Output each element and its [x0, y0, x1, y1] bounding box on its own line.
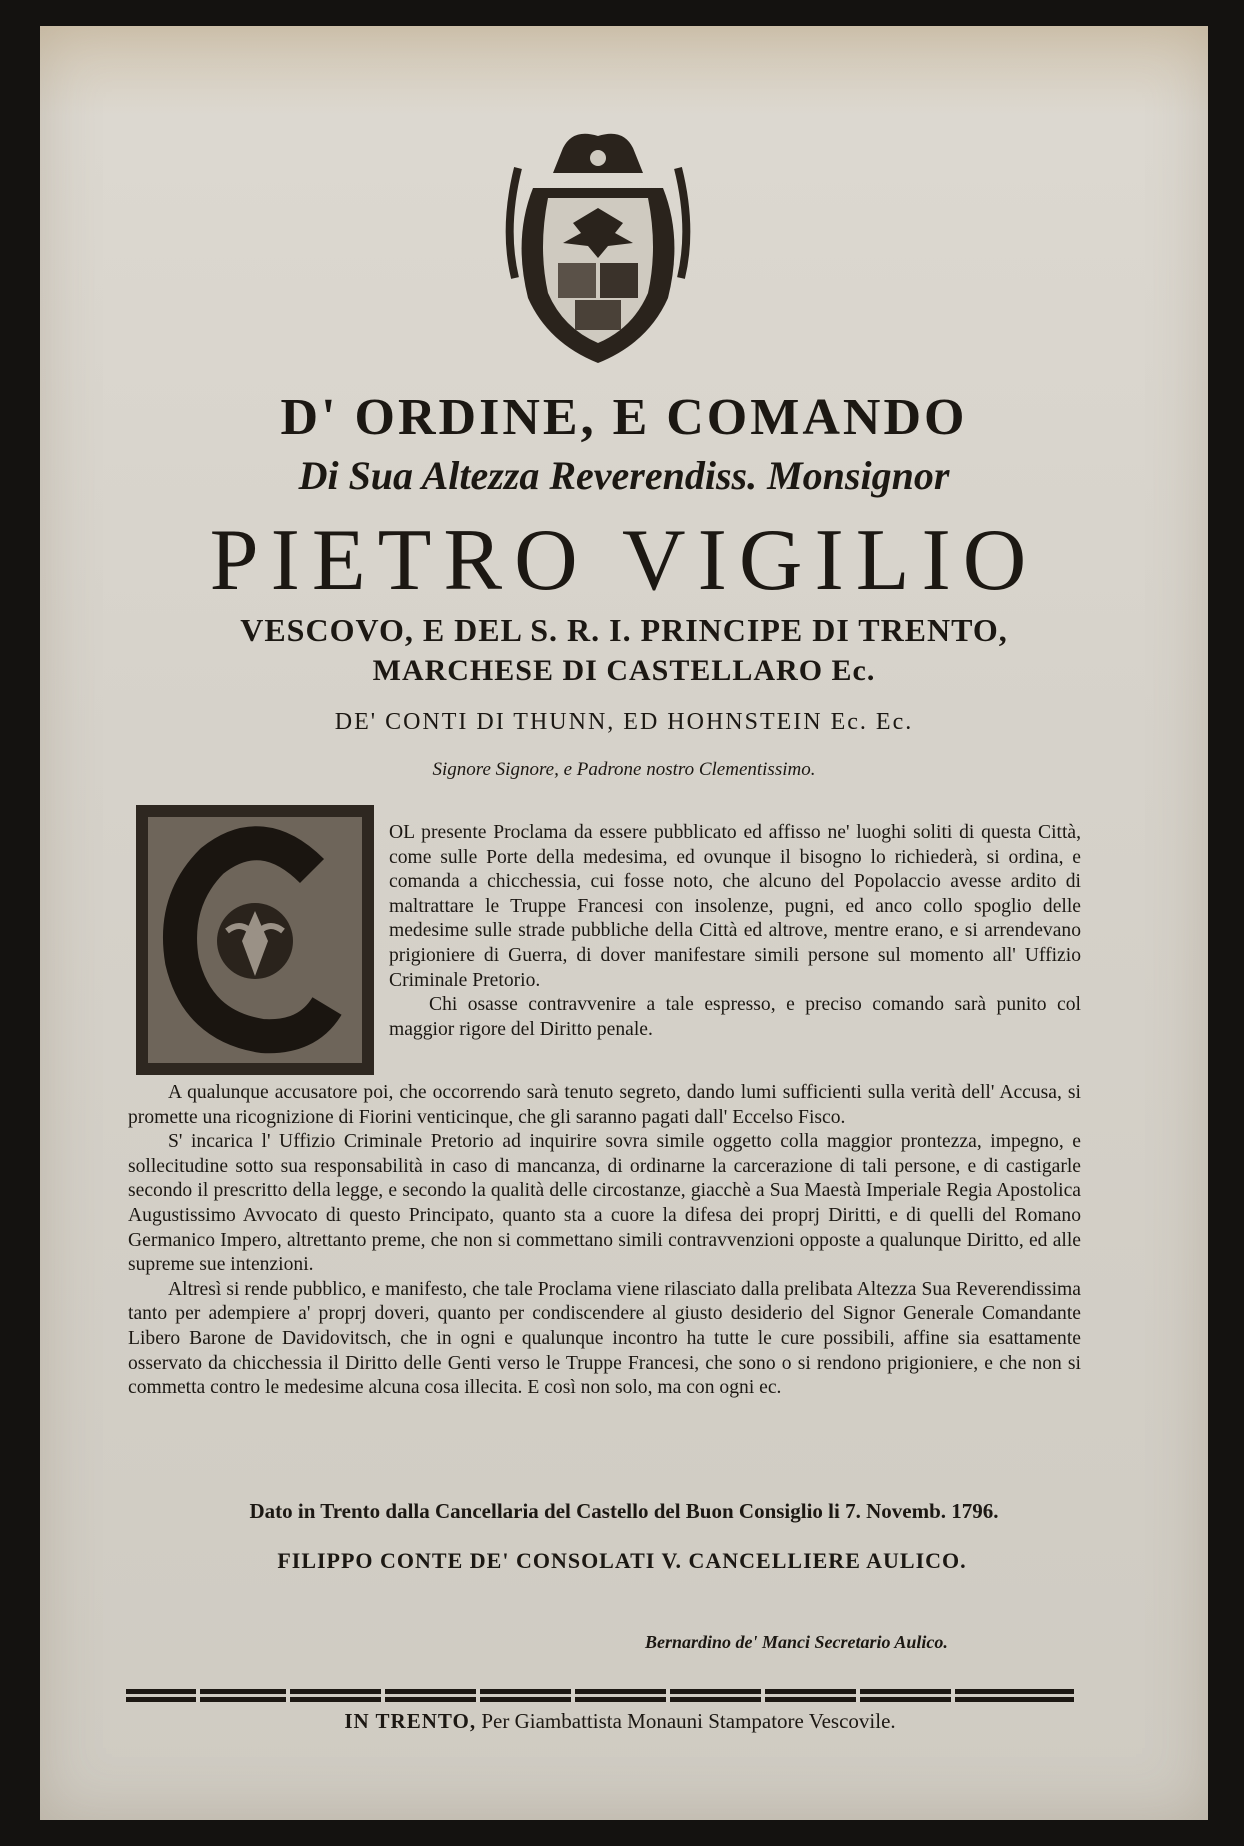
coat-of-arms-icon — [503, 128, 693, 368]
header-title-2: MARCHESE DI CASTELLARO Ec. — [372, 654, 876, 687]
secretary-signature: Bernardino de' Manci Secretario Aulico. — [645, 1632, 948, 1652]
body-text — [128, 1081, 1081, 1401]
printer-imprint — [36, 1709, 1204, 1734]
paragraph-2: Chi osasse contravvenire a tale espresso, e preciso comando sarà punito col maggior rigore del Diritto penale. — [389, 994, 1081, 1040]
decorated-initial-icon — [132, 801, 378, 1079]
divider-rule — [126, 1687, 1074, 1705]
header-line-2: Di Sua Altezza Reverendiss. Monsignor — [298, 453, 950, 498]
dateline: Dato in Trento dalla Cancellaria del Castello del Buon Consiglio li 7. Novemb. 1796. — [249, 1499, 999, 1523]
imprint-printer: Per Giambattista Monauni Stampatore Vescovile. — [481, 1709, 896, 1733]
first-paragraph — [389, 821, 1081, 1042]
header-salutation: Signore Signore, e Padrone nostro Clementissimo. — [432, 759, 816, 780]
paragraph-5: Altresì si rende pubblico, e manifesto, che tale Proclama viene rilasciato dalla prelibata Altezza Sua Reverendissima tanto per adempiere a' proprj doveri, quanto per condiscendere al giusto desiderio del Signor Generale Comandante Libero Barone de Davidovitsch, che in ogni e qualunque incontro ha tutte le cure possibili, affine sia esattamente osservato da chicchessia il Diritto delle Genti verso le Truppe Francesi, che sono o si rendono prigioniere, e che non si commetta contro le medesime alcuna cosa illecita. E così non solo, ma con ogni ec. — [128, 1278, 1081, 1399]
paragraph-1: OL presente Proclama da essere pubblicato ed affisso ne' luoghi soliti di questa Città, come sulle Porte della medesima, ed ovunque il bisogno lo richiederà, si ordina, e comanda a chicchessia, cui fosse noto, che alcuno del Popolaccio avesse ardito di maltrattare le Truppe Francesi con insolenze, pugni, ed anco collo spoglio delle medesime sulle strade pubbliche della Città ed altrove, mentre erano, e si arrendevano prigioniere di Guerra, di dover manifestare simili persone sul momento all' Uffizio Criminale Pretorio. — [389, 822, 1081, 991]
header-line-1: D' ORDINE, E COMANDO — [280, 389, 968, 446]
imprint-place: IN TRENTO, — [344, 1709, 477, 1733]
chancellor-signature: FILIPPO CONTE DE' CONSOLATI V. CANCELLIERE AULICO. — [277, 1548, 967, 1573]
paragraph-4: S' incarica l' Uffizio Criminale Pretorio ad inquirire sovra simile oggetto colla maggior prontezza, impegno, e sollecitudine sotto sua responsabilità in caso di mancanza, di ordinarne la carcerazione di tali persone, e di castigarle secondo il prescritto della legge, e secondo la qualità delle circostanze, giacchè a Sua Maestà Imperiale Regia Apostolica Augustissimo Avvocato di questo Principato, quanto sta a cuore la difesa dei proprj Diritti, e di quelli del Romano Germanico Impero, altrettanto preme, che non si commettano simili contravvenzioni opposte a qualunque Diritto, ed alle supreme sue intenzioni. — [128, 1131, 1081, 1276]
prince-bishop-name: PIETRO VIGILIO — [209, 512, 1039, 609]
proclamation-sheet — [40, 26, 1208, 1820]
header-title-3: DE' CONTI DI THUNN, ED HOHNSTEIN Ec. Ec. — [334, 709, 914, 735]
paragraph-3: A qualunque accusatore poi, che occorrendo sarà tenuto segreto, dando lumi sufficienti sulla verità dell' Accusa, si promette una ricognizione di Fiorini venticinque, che gli saranno pagati dall' Eccelso Fisco. — [128, 1082, 1081, 1128]
header-title-1: VESCOVO, E DEL S. R. I. PRINCIPE DI TRENTO, — [240, 612, 1008, 648]
